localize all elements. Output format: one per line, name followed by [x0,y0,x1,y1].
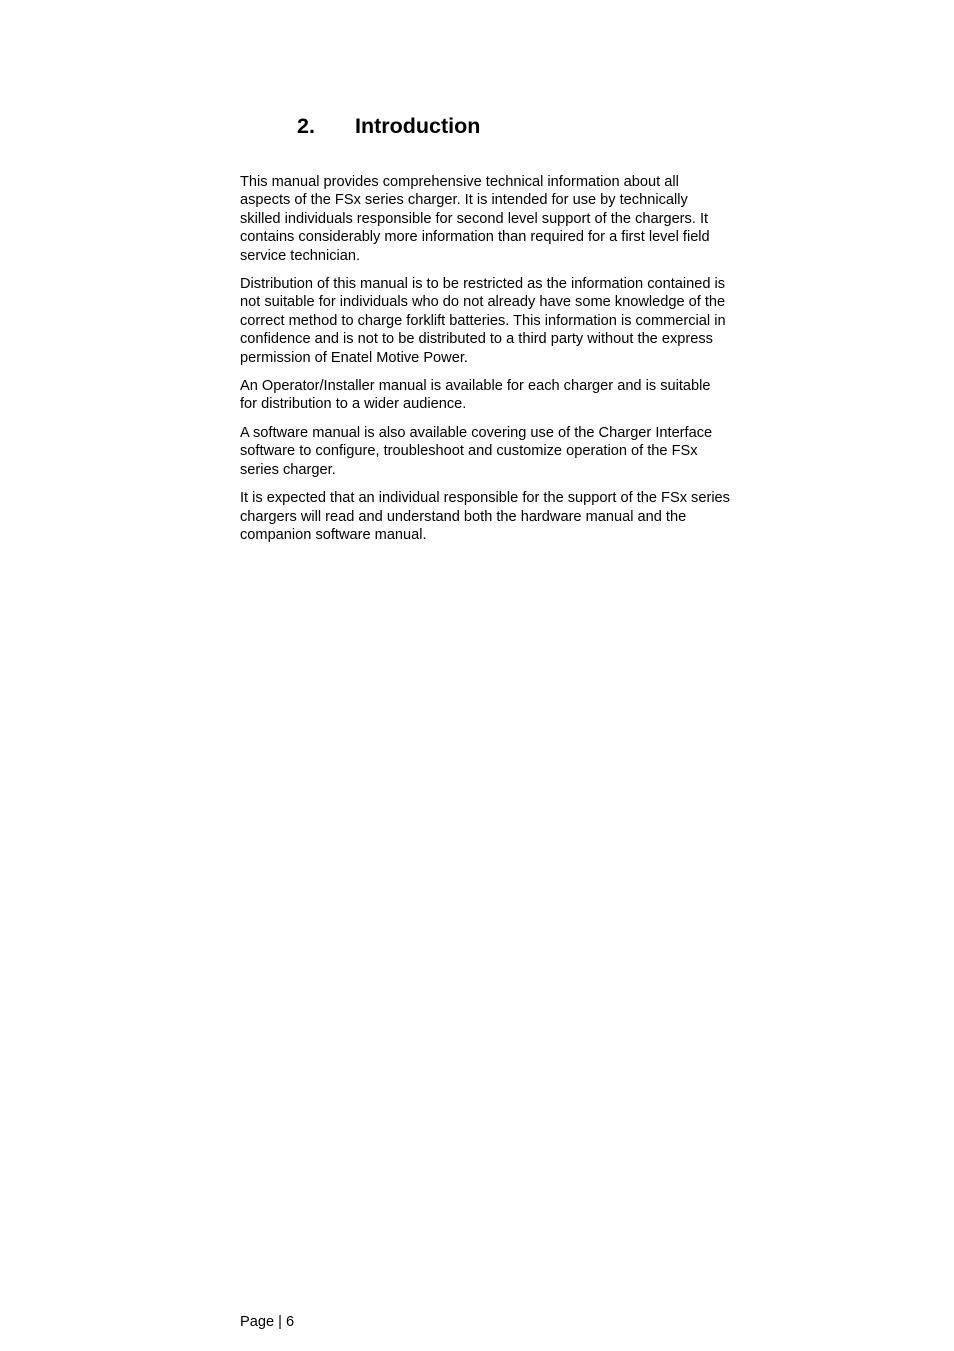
section-number: 2. [297,114,315,138]
section-title: Introduction [355,114,481,138]
paragraph-software-manual: A software manual is also available covering use of the Charger Interface software to configure, troubleshoot and customize operation of the FSx series charger. [240,424,713,478]
paragraph-purpose: This manual provides comprehensive technical information about all aspects of the FSx series charger. It is intended for use by technically skilled individuals responsible for second level support of the chargers. It contains considerably more information than required for a first level field service technician. [240,174,710,264]
body-text [240,173,730,554]
paragraph-operator-manual: An Operator/Installer manual is available for each charger and is suitable for distribution to a wider audience. [240,378,711,413]
paragraph-distribution: Distribution of this manual is to be restricted as the information contained is not suitable for individuals who do not already have some knowledge of the correct method to charge forklift batteries. This information is commercial in confidence and is not to be distributed to a third party without the express permission of Enatel Motive Power. [240,276,726,366]
page-footer: Page | 6 [240,1314,295,1330]
section-heading [297,114,480,139]
paragraph-expectation: It is expected that an individual responsible for the support of the FSx series chargers will read and understand both the hardware manual and the companion software manual. [240,490,730,543]
